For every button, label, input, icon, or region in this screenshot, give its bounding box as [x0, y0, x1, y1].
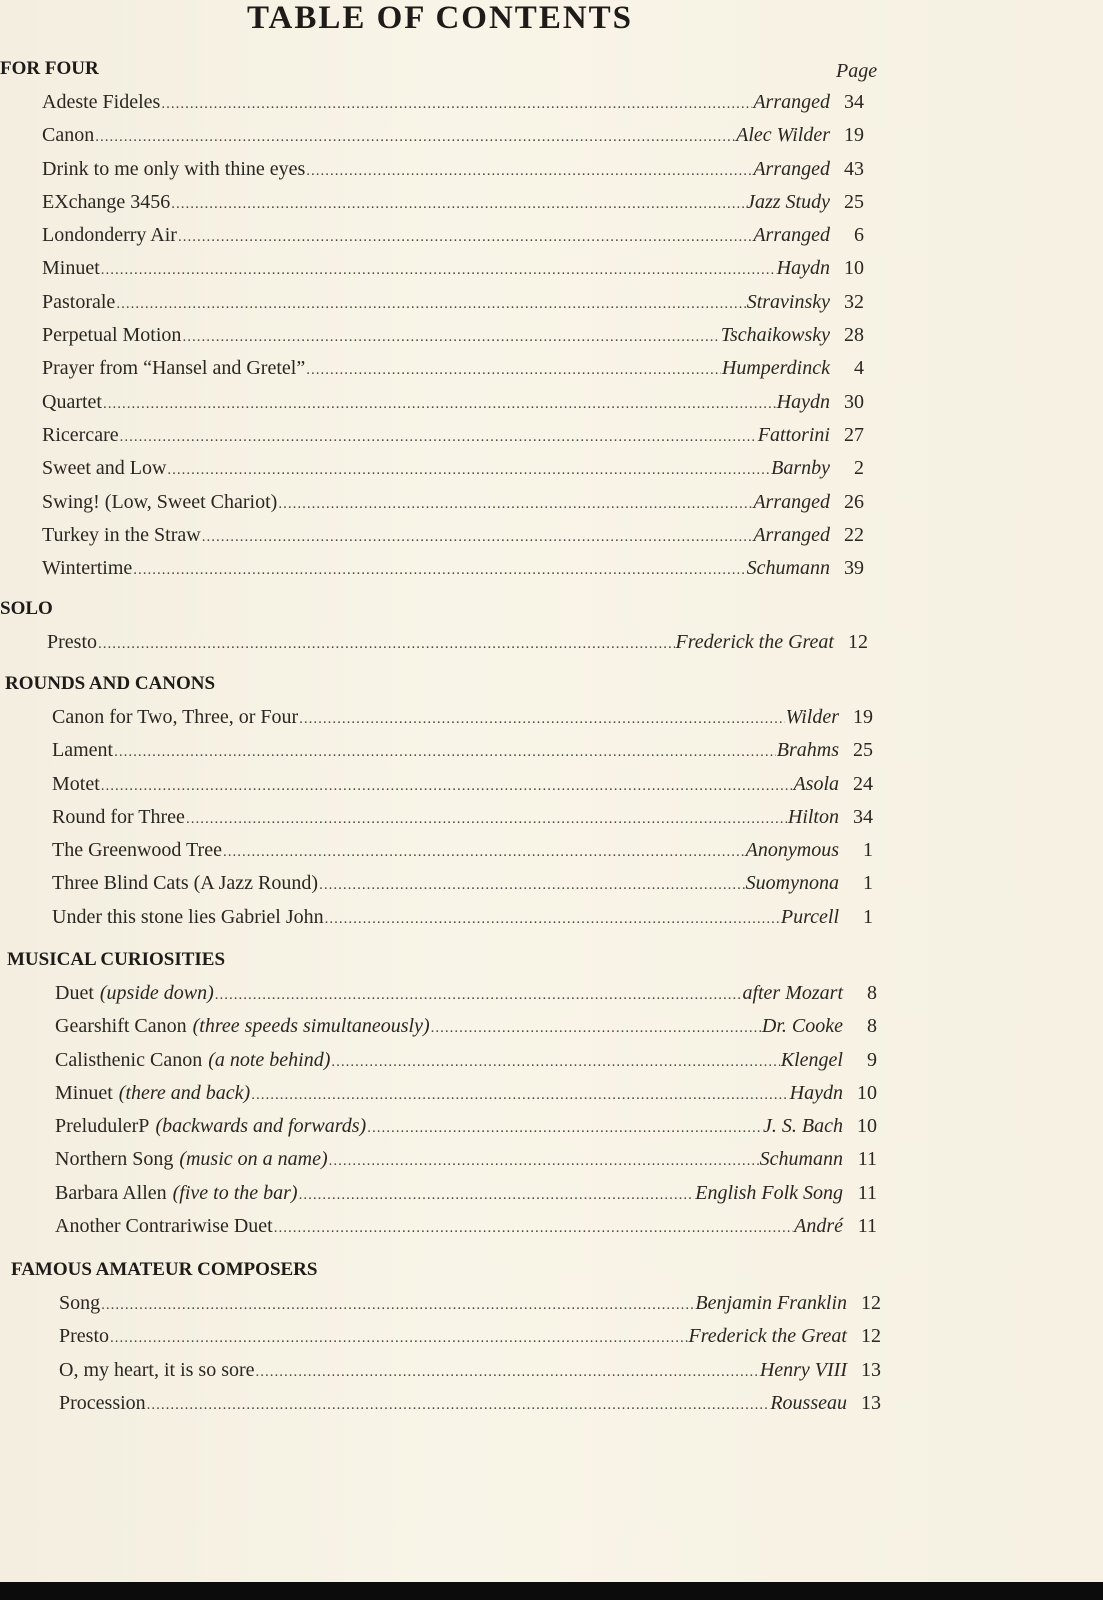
entry-page-number: 43 [844, 157, 864, 180]
toc-entry[interactable] [52, 867, 873, 900]
entry-list [0, 626, 868, 659]
toc-entry[interactable] [42, 519, 864, 552]
toc-entry[interactable] [52, 834, 873, 867]
entry-composer: after Mozart [742, 982, 843, 1004]
entry-page-number: 39 [844, 557, 864, 580]
dot-leader [186, 803, 787, 836]
entry-page-number: 10 [857, 1081, 877, 1104]
entry-page-number: 1 [863, 905, 873, 928]
dot-leader [325, 903, 780, 936]
dot-leader [215, 979, 742, 1012]
section-heading: FAMOUS AMATEUR COMPOSERS [11, 1259, 318, 1280]
entry-composer: Frederick the Great [675, 631, 834, 653]
entry-page-number: 11 [857, 1148, 877, 1171]
entry-composer: Humperdinck [721, 357, 830, 380]
entry-title: Sweet and Low [42, 457, 167, 480]
entry-list [7, 977, 877, 1243]
entry-title: Lament [52, 739, 114, 762]
entry-composer: Asola [793, 772, 839, 795]
entry-composer: Schumann [759, 1148, 843, 1171]
entry-title: Pastorale [42, 290, 116, 313]
entry-composer: Purcell [780, 905, 839, 928]
entry-page-number: 26 [844, 490, 864, 513]
toc-entry[interactable] [42, 153, 864, 186]
entry-title: Presto [59, 1325, 109, 1348]
entry-composer: Arranged [753, 224, 830, 247]
dot-leader [103, 388, 776, 421]
entry-page-number: 12 [848, 631, 868, 653]
entry-note: (three speeds simultaneously) [192, 1015, 430, 1038]
entry-page-number: 25 [844, 190, 864, 213]
entry-composer: Tschaikowsky [720, 324, 830, 347]
entry-note: (upside down) [99, 982, 214, 1004]
dot-leader [116, 288, 745, 321]
dot-leader [171, 188, 745, 221]
entry-title: O, my heart, it is so sore [59, 1358, 255, 1381]
entry-composer: Brahms [776, 739, 839, 762]
entry-page-number: 24 [853, 772, 873, 795]
entry-page-number: 11 [857, 1181, 877, 1204]
toc-entry[interactable] [52, 734, 873, 767]
entry-title: Turkey in the Straw [42, 523, 201, 546]
entry-title: EXchange 3456 [42, 190, 171, 213]
toc-entry[interactable] [52, 901, 873, 934]
entry-composer: Benjamin Franklin [695, 1292, 847, 1314]
entry-title: PreludulerP [55, 1115, 150, 1138]
entry-composer: André [794, 1215, 843, 1238]
entry-page-number: 1 [863, 839, 873, 862]
dot-leader [299, 1179, 695, 1212]
entry-title: The Greenwood Tree [52, 839, 222, 862]
entry-composer: Anonymous [745, 839, 839, 862]
entry-title: Prayer from “Hansel and Gretel” [42, 357, 306, 380]
entry-title: Motet [52, 772, 100, 795]
entry-note: (backwards and forwards) [155, 1115, 367, 1138]
entry-page-number: 28 [844, 324, 864, 347]
dot-leader [367, 1112, 762, 1145]
entry-composer: Jazz Study [746, 190, 830, 213]
toc-entry[interactable] [42, 486, 864, 519]
dot-leader [98, 628, 675, 661]
dot-leader [319, 869, 745, 902]
entry-composer: Frederick the Great [688, 1325, 847, 1348]
entry-title: Duet [55, 982, 94, 1004]
entry-page-number: 12 [861, 1325, 881, 1348]
toc-entry[interactable] [52, 701, 873, 734]
dot-leader [101, 254, 776, 287]
entry-page-number: 19 [844, 124, 864, 147]
toc-entry[interactable] [52, 801, 873, 834]
toc-entry[interactable] [59, 1387, 881, 1420]
entry-title: Minuet [55, 1081, 113, 1104]
entry-title: Adeste Fideles [42, 91, 161, 113]
entry-title: Londonderry Air [42, 224, 177, 247]
dot-leader [251, 1079, 788, 1112]
entry-title: Three Blind Cats (A Jazz Round) [52, 872, 319, 895]
toc-entry[interactable] [59, 1320, 881, 1353]
entry-list [0, 86, 864, 585]
toc-section [11, 1257, 881, 1420]
entry-note: (five to the bar) [172, 1181, 298, 1204]
dot-leader [133, 554, 745, 587]
entry-page-number: 4 [854, 357, 864, 380]
entry-title: Ricercare [42, 423, 119, 446]
entry-composer: Barnby [771, 457, 830, 480]
entry-composer: Stravinsky [746, 290, 830, 313]
entry-title: Presto [47, 631, 97, 653]
entry-page-number: 25 [853, 739, 873, 762]
entry-title: Song [59, 1292, 101, 1314]
dot-leader [120, 421, 757, 454]
entry-note: (a note behind) [208, 1048, 331, 1071]
toc-entry[interactable] [55, 1143, 877, 1176]
dot-leader [306, 354, 721, 387]
section-heading: FOR FOUR [0, 58, 99, 79]
toc-entry[interactable] [42, 386, 864, 419]
entry-composer: Arranged [753, 490, 830, 513]
toc-entry[interactable] [55, 1177, 877, 1210]
entry-page-number: 8 [867, 982, 877, 1004]
entry-title: Swing! (Low, Sweet Chariot) [42, 490, 278, 513]
toc-entry[interactable] [42, 219, 864, 252]
entry-composer: Arranged [753, 523, 830, 546]
entry-title: Minuet [42, 257, 100, 280]
entry-composer: Hilton [787, 805, 839, 828]
entry-title: Quartet [42, 390, 102, 413]
dot-leader [299, 703, 785, 736]
entry-page-number: 32 [844, 290, 864, 313]
entry-note: (there and back) [118, 1081, 251, 1104]
entry-composer: Wilder [785, 706, 839, 728]
toc-entry[interactable] [42, 352, 864, 385]
toc-entry[interactable] [59, 1287, 881, 1320]
dot-leader [110, 1322, 688, 1355]
page-column-label: Page [836, 60, 878, 82]
dot-leader [331, 1046, 779, 1079]
entry-composer: Dr. Cooke [761, 1015, 843, 1038]
dot-leader [114, 736, 776, 769]
dot-leader [101, 770, 793, 803]
toc-entry[interactable] [42, 119, 864, 152]
entry-page-number: 30 [844, 390, 864, 413]
toc-section [5, 671, 873, 934]
entry-page-number: 19 [853, 706, 873, 728]
entry-composer: Arranged [753, 91, 830, 113]
entry-composer: Fattorini [757, 423, 830, 446]
toc-section [0, 56, 864, 585]
entry-composer: Arranged [753, 157, 830, 180]
dot-leader [329, 1145, 759, 1178]
entry-page-number: 34 [844, 91, 864, 113]
entry-title: Another Contrariwise Duet [55, 1215, 273, 1238]
entry-composer: Schumann [746, 557, 830, 580]
entry-page-number: 11 [857, 1215, 877, 1238]
dot-leader [161, 88, 752, 121]
entry-list [11, 1287, 881, 1420]
entry-page-number: 1 [863, 872, 873, 895]
dot-leader [178, 221, 752, 254]
toc-section [0, 596, 868, 659]
entry-page-number: 9 [867, 1048, 877, 1071]
section-heading: ROUNDS AND CANONS [5, 673, 216, 694]
entry-page-number: 2 [854, 457, 864, 480]
entry-title: Wintertime [42, 557, 133, 580]
entry-title: Perpetual Motion [42, 324, 182, 347]
entry-composer: Rousseau [770, 1391, 847, 1414]
dot-leader [431, 1012, 761, 1045]
dot-leader [278, 488, 752, 521]
entry-composer: Haydn [776, 257, 830, 280]
entry-composer: J. S. Bach [763, 1115, 843, 1138]
entry-page-number: 8 [867, 1015, 877, 1038]
dot-leader [101, 1289, 694, 1322]
toc-entry[interactable] [55, 1077, 877, 1110]
entry-title: Canon [42, 124, 95, 147]
scan-bottom-edge [0, 1582, 1103, 1600]
entry-composer: Haydn [789, 1081, 843, 1104]
toc-entry[interactable] [42, 286, 864, 319]
entry-page-number: 6 [854, 224, 864, 247]
entry-composer: Klengel [780, 1048, 843, 1071]
entry-composer: Haydn [776, 390, 830, 413]
dot-leader [274, 1212, 793, 1245]
entry-composer: Henry VIII [759, 1358, 847, 1381]
dot-leader [256, 1356, 759, 1389]
section-heading: SOLO [0, 598, 53, 619]
toc-entry[interactable] [42, 552, 864, 585]
entry-page-number: 27 [844, 423, 864, 446]
entry-composer: Alec Wilder [736, 124, 830, 147]
entry-title: Under this stone lies Gabriel John [52, 905, 324, 928]
dot-leader [95, 121, 735, 154]
entry-page-number: 34 [853, 805, 873, 828]
dot-leader [223, 836, 745, 869]
entry-title: Gearshift Canon [55, 1015, 187, 1038]
toc-entry[interactable] [55, 1210, 877, 1243]
entry-page-number: 13 [861, 1358, 881, 1381]
entry-composer: English Folk Song [695, 1181, 843, 1204]
toc-entry[interactable] [42, 319, 864, 352]
entry-page-number: 10 [857, 1115, 877, 1138]
toc-entry[interactable] [55, 1110, 877, 1143]
toc-entry[interactable] [42, 419, 864, 452]
toc-entry[interactable] [42, 86, 864, 119]
entry-title: Barbara Allen [55, 1181, 167, 1204]
entry-page-number: 22 [844, 523, 864, 546]
toc-entry[interactable] [52, 768, 873, 801]
entry-page-number: 13 [861, 1391, 881, 1414]
entry-title: Drink to me only with thine eyes [42, 157, 306, 180]
toc-entry[interactable] [55, 1044, 877, 1077]
toc-entry[interactable] [47, 626, 868, 659]
dot-leader [167, 454, 770, 487]
entry-title: Calisthenic Canon [55, 1048, 203, 1071]
entry-page-number: 12 [861, 1292, 881, 1314]
dot-leader [182, 321, 719, 354]
dot-leader [306, 155, 752, 188]
toc-section [7, 947, 877, 1243]
section-heading: MUSICAL CURIOSITIES [7, 949, 226, 970]
entry-title: Round for Three [52, 805, 185, 828]
entry-composer: Suomynona [745, 872, 839, 895]
entry-note: (music on a name) [179, 1148, 328, 1171]
toc-entry[interactable] [42, 452, 864, 485]
toc-entry[interactable] [55, 977, 877, 1010]
toc-entry[interactable] [59, 1354, 881, 1387]
toc-entry[interactable] [55, 1010, 877, 1043]
toc-entry[interactable] [42, 186, 864, 219]
page-title: TABLE OF CONTENTS [246, 0, 634, 36]
dot-leader [202, 521, 753, 554]
entry-page-number: 10 [844, 257, 864, 280]
entry-title: Northern Song [55, 1148, 174, 1171]
entry-list [5, 701, 873, 934]
toc-entry[interactable] [42, 252, 864, 285]
entry-title: Canon for Two, Three, or Four [52, 706, 299, 728]
entry-title: Procession [59, 1391, 146, 1414]
dot-leader [147, 1389, 770, 1422]
